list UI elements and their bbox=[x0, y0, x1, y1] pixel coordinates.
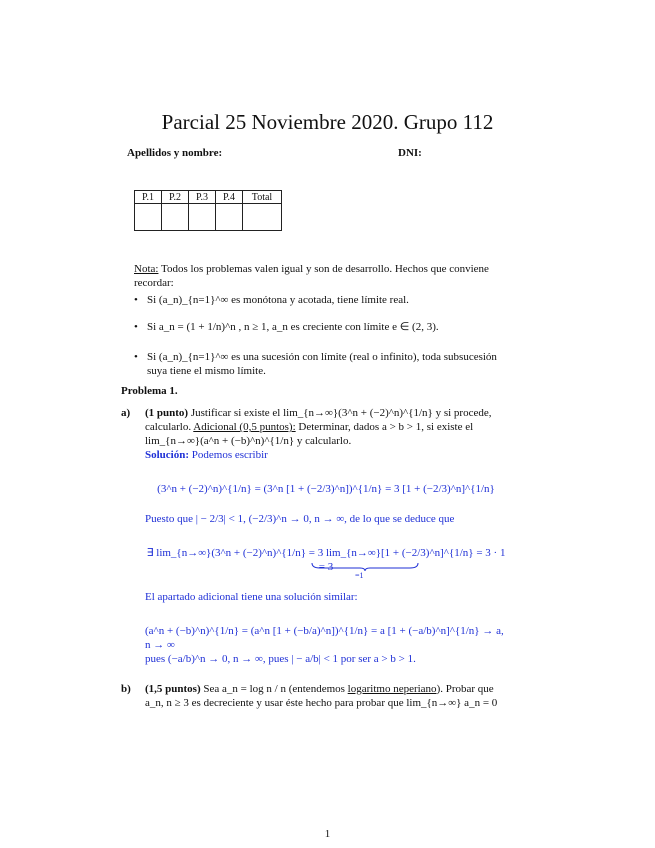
grade-table bbox=[134, 190, 282, 231]
solution-line4: pues (−a/b)^n → 0, n → ∞, pues | − a/b| < 1 por ser a > b > 1. bbox=[145, 653, 416, 665]
solution-intro-text: Podemos escribir bbox=[191, 449, 268, 461]
grade-cell bbox=[243, 204, 282, 231]
bullet-icon: • bbox=[134, 321, 138, 333]
page-title: Parcial 25 Noviembre 2020. Grupo 112 bbox=[161, 110, 494, 134]
solution-eq2: ∃ lim_{n→∞}(3^n + (−2)^n)^{1/n} = 3 lim_{n→∞}[1 + (−2/3)^n]^{1/n} = 3 · 1 = 3 bbox=[146, 547, 506, 573]
name-label: Apellidos y nombre: bbox=[127, 147, 223, 159]
bullet-icon: • bbox=[134, 294, 138, 306]
grade-cell bbox=[189, 204, 216, 231]
note-text: Todos los problemas valen igual y son de desarrollo. Hechos que conviene recordar: bbox=[134, 263, 489, 289]
part-a-extra-text: Determinar, dados a > b > 1, si existe el lim_{n→∞}(a^n + (−b)^n)^{1/n} y calcularlo. bbox=[145, 421, 474, 447]
solution-line3: El apartado adicional tiene una solución similar: bbox=[145, 591, 358, 603]
note-bullet-text: Si (a_n)_{n=1}^∞ es monótona y acotada, tiene límite real. bbox=[147, 294, 409, 306]
grade-header: P.2 bbox=[162, 191, 189, 204]
part-a-points: (1 punto) bbox=[145, 407, 189, 419]
part-b-marker: b) bbox=[121, 683, 131, 695]
grade-cell bbox=[216, 204, 243, 231]
grade-header: Total bbox=[243, 191, 282, 204]
underbrace-label: =1 bbox=[355, 571, 364, 580]
part-b-text2: ). Probar que bbox=[436, 683, 494, 695]
bullet-icon: • bbox=[134, 351, 138, 363]
note-bullet-text: Si (a_n)_{n=1}^∞ es una sucesión con límite (real o infinito), toda subsucesión suya tiene el mismo límite. bbox=[147, 351, 497, 377]
solution-label: Solución: bbox=[145, 449, 190, 461]
part-b-log-label: logaritmo neperiano bbox=[347, 683, 437, 695]
part-b-points: (1,5 puntos) bbox=[145, 683, 201, 695]
solution-line2: Puesto que | − 2/3| < 1, (−2/3)^n → 0, n → ∞, de lo que se deduce que bbox=[145, 513, 455, 525]
note-label: Nota: bbox=[134, 263, 159, 275]
note-paragraph bbox=[134, 262, 506, 290]
grade-header: P.4 bbox=[216, 191, 243, 204]
part-a-statement bbox=[145, 406, 507, 448]
solution-eq3: (a^n + (−b)^n)^{1/n} = (a^n [1 + (−b/a)^n])^{1/n} = a [1 + (−a/b)^n]^{1/n} → a, n → ∞ bbox=[145, 625, 504, 651]
grade-cell bbox=[162, 204, 189, 231]
part-b-text1: Sea a_n = log n / n (entendemos bbox=[203, 683, 345, 695]
part-b-text3: a_n, n ≥ 3 es decreciente y usar éste hecho para probar que lim_{n→∞} a_n = 0 bbox=[145, 697, 498, 709]
grade-header: P.1 bbox=[135, 191, 162, 204]
page-number: 1 bbox=[324, 828, 331, 840]
underbrace-icon bbox=[310, 562, 420, 572]
solution-intro bbox=[145, 448, 507, 462]
note-bullet-text: Si a_n = (1 + 1/n)^n , n ≥ 1, a_n es creciente con límite e ∈ (2, 3). bbox=[147, 321, 439, 333]
part-b-statement bbox=[145, 682, 507, 710]
grade-cell bbox=[135, 204, 162, 231]
solution-eq1: (3^n + (−2)^n)^{1/n} = (3^n [1 + (−2/3)^n])^{1/n} = 3 [1 + (−2/3)^n]^{1/n} bbox=[157, 483, 495, 495]
part-a-marker: a) bbox=[121, 407, 131, 419]
dni-label: DNI: bbox=[398, 147, 422, 159]
part-a-text: Justificar si existe el lim_{n→∞}(3^n + (−2)^n)^{1/n} y si procede, calcularlo. bbox=[145, 407, 492, 433]
grade-header: P.3 bbox=[189, 191, 216, 204]
problem-heading: Problema 1. bbox=[121, 385, 178, 397]
part-a-extra-label: Adicional (0,5 puntos): bbox=[193, 421, 296, 433]
